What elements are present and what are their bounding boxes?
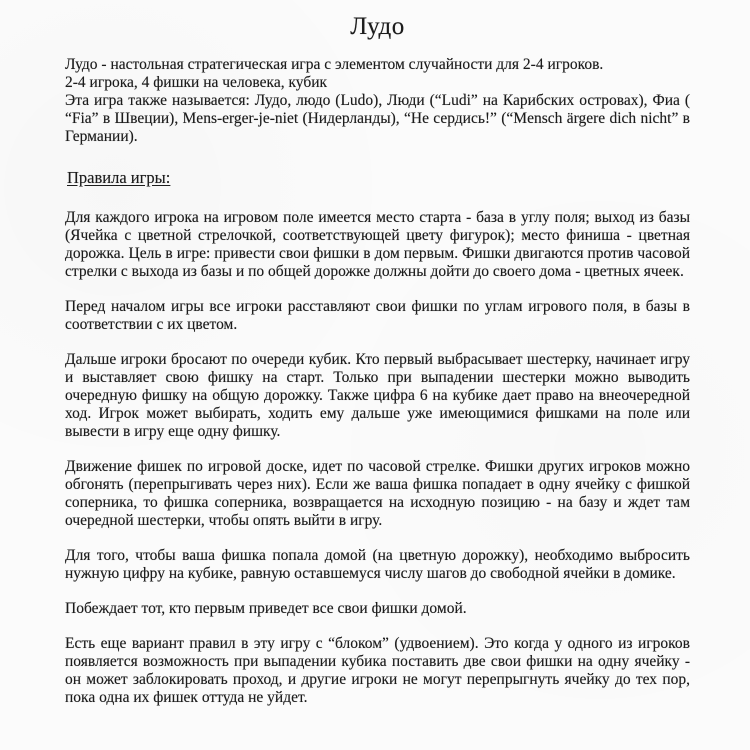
rules-heading-row — [65, 146, 690, 209]
intro-line-components: 2-4 игрока, 4 фишки на человека, кубик — [65, 74, 328, 91]
intro-line-alternate-names: Эта игра также называется: Лудо, людо (Ludo), Люди (“Ludi” на Карибских островах), Фиа ( “Fia” в Швеции), Mens-erger-je-niet (Нидерланды), “Не сердись!” (“Mensch ärgere dich nicht” в Германии). — [65, 92, 690, 145]
paragraph-dice-and-six: Дальше игроки бросают по очереди кубик. Кто первый выбрасывает шестерку, начинает игру и выставляет свою фишку на старт. Только при выпадении шестерки можно выводить очередную фишку на общую дорожку. Также цифра 6 на кубике дает право на внеочередной ход. Игрок может выбирать, ходить ему дальше уже имеющимися фишками на поле или вывести в игру еще одну фишку. — [65, 351, 690, 440]
paragraph-entering-home: Для того, чтобы ваша фишка попала домой (на цветную дорожку), необходимо выбросить нужную цифру на кубике, равную оставшемуся числу шагов до свободной ячейки в домике. — [65, 547, 690, 582]
paragraph-start-and-goal: Для каждого игрока на игровом поле имеется место старта - база в углу поля; выход из базы (Ячейка с цветной стрелочкой, соответствующей цвету фигурок); место финиша - цветная дорожка. Цель в игре: привести свои фишки в дом первым. Фишки двигаются против часовой стрелки с выхода из базы и по общей дорожке должны дойти до своего дома - цветных ячеек. — [65, 209, 690, 280]
rules-heading: Правила игры: — [67, 168, 171, 187]
paragraph-winning: Побеждает тот, кто первым приведет все свои фишки домой. — [65, 600, 467, 617]
paragraph-setup: Перед началом игры все игроки расставляют свои фишки по углам игрового поля, в базы в соответствии с их цветом. — [65, 298, 690, 333]
intro-line-summary: Лудо - настольная стратегическая игра с элементом случайности для 2-4 игроков. — [65, 56, 604, 73]
page-title: Лудо — [350, 13, 405, 40]
paragraph-movement-and-capture: Движение фишек по игровой доске, идет по часовой стрелке. Фишки других игроков можно обгонять (перепрыгивать через них). Если же ваша фишка попадает в одну ячейку с фишкой соперника, то фишка соперника, возвращается на исходную позицию - на базу и ждет там очередной шестерки, чтобы опять выйти в игру. — [65, 458, 690, 529]
intro-section — [65, 56, 690, 146]
paragraph-block-variant: Есть еще вариант правил в эту игру с “блоком” (удвоением). Это когда у одного из игроков появляется возможность при выпадении кубика поставить две свои фишки на одну ячейку - он может заблокировать проход, и другие игроки не могут перепрыгнуть ячейку до тех пор, пока одна их фишек оттуда не уйдет. — [65, 635, 690, 706]
